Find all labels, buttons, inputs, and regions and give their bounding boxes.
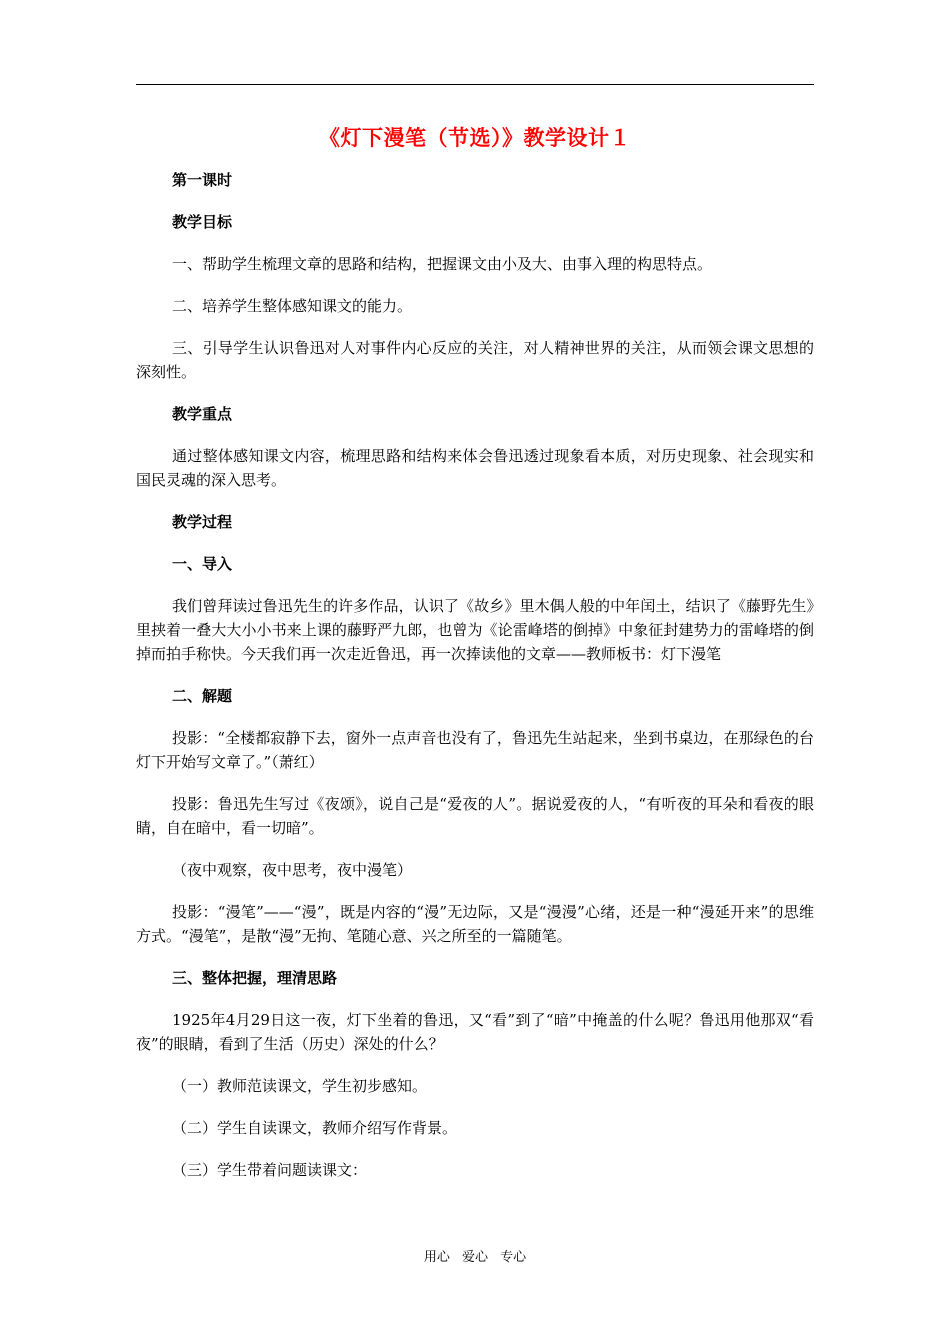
paragraph: 二、培养学生整体感知课文的能力。 [172, 297, 413, 315]
heading-objectives: 教学目标 [172, 213, 233, 231]
paragraph: 一、帮助学生梳理文章的思路和结构，把握课文由小及大、由事入理的构思特点。 [172, 255, 713, 273]
heading-key-points: 教学重点 [172, 405, 233, 423]
paragraph: 投影：“全楼都寂静下去，窗外一点声音也没有了，鲁迅先生站起来，坐到书桌边，在那绿色的台灯下开始写文章了。”（萧红） [136, 729, 814, 771]
paragraph: 投影：鲁迅先生写过《夜颂》，说自己是“爱夜的人”。据说爱夜的人，“有听夜的耳朵和看夜的眼睛，自在暗中，看一切暗”。 [136, 795, 814, 837]
heading-overall-grasp: 三、整体把握，理清思路 [172, 969, 338, 987]
paragraph: 1925年4月29日这一夜，灯下坐着的鲁迅，又“看”到了“暗”中掩盖的什么呢？鲁迅用他那双“看夜”的眼睛，看到了生活（历史）深处的什么？ [136, 1011, 814, 1053]
paragraph: 我们曾拜读过鲁迅先生的许多作品，认识了《故乡》里木偶人般的中年闰土，结识了《藤野先生》里挟着一叠大大小小书来上课的藤野严九郎，也曾为《论雷峰塔的倒掉》中象征封建势力的雷峰塔的倒掉而拍手称快。今天我们再一次走近鲁迅，再一次捧读他的文章——教师板书：灯下漫笔 [136, 597, 814, 663]
document-body [136, 168, 814, 1182]
document-title: 《灯下漫笔（节选）》教学设计１ [319, 125, 631, 150]
heading-introduction: 一、导入 [172, 555, 233, 573]
header-rule [136, 84, 814, 85]
paragraph: （三）学生带着问题读课文： [172, 1161, 368, 1179]
paragraph: （一）教师范读课文，学生初步感知。 [172, 1077, 428, 1095]
heading-title-explanation: 二、解题 [172, 687, 233, 705]
paragraph: 通过整体感知课文内容，梳理思路和结构来体会鲁迅透过现象看本质，对历史现象、社会现实和国民灵魂的深入思考。 [136, 447, 814, 489]
paragraph: （夜中观察，夜中思考，夜中漫笔） [172, 861, 413, 879]
heading-lesson: 第一课时 [172, 171, 233, 189]
heading-process: 教学过程 [172, 513, 233, 531]
paragraph: 投影：“漫笔”——“漫”，既是内容的“漫”无边际，又是“漫漫”心绪，还是一种“漫延开来”的思维方式。“漫笔”，是散“漫”无拘、笔随心意、兴之所至的一篇随笔。 [136, 903, 814, 945]
paragraph: （二）学生自读课文，教师介绍写作背景。 [172, 1119, 458, 1137]
paragraph: 三、引导学生认识鲁迅对人对事件内心反应的关注，对人精神世界的关注，从而领会课文思想的深刻性。 [136, 339, 814, 381]
page-footer: 用心 爱心 专心 [423, 1250, 527, 1265]
